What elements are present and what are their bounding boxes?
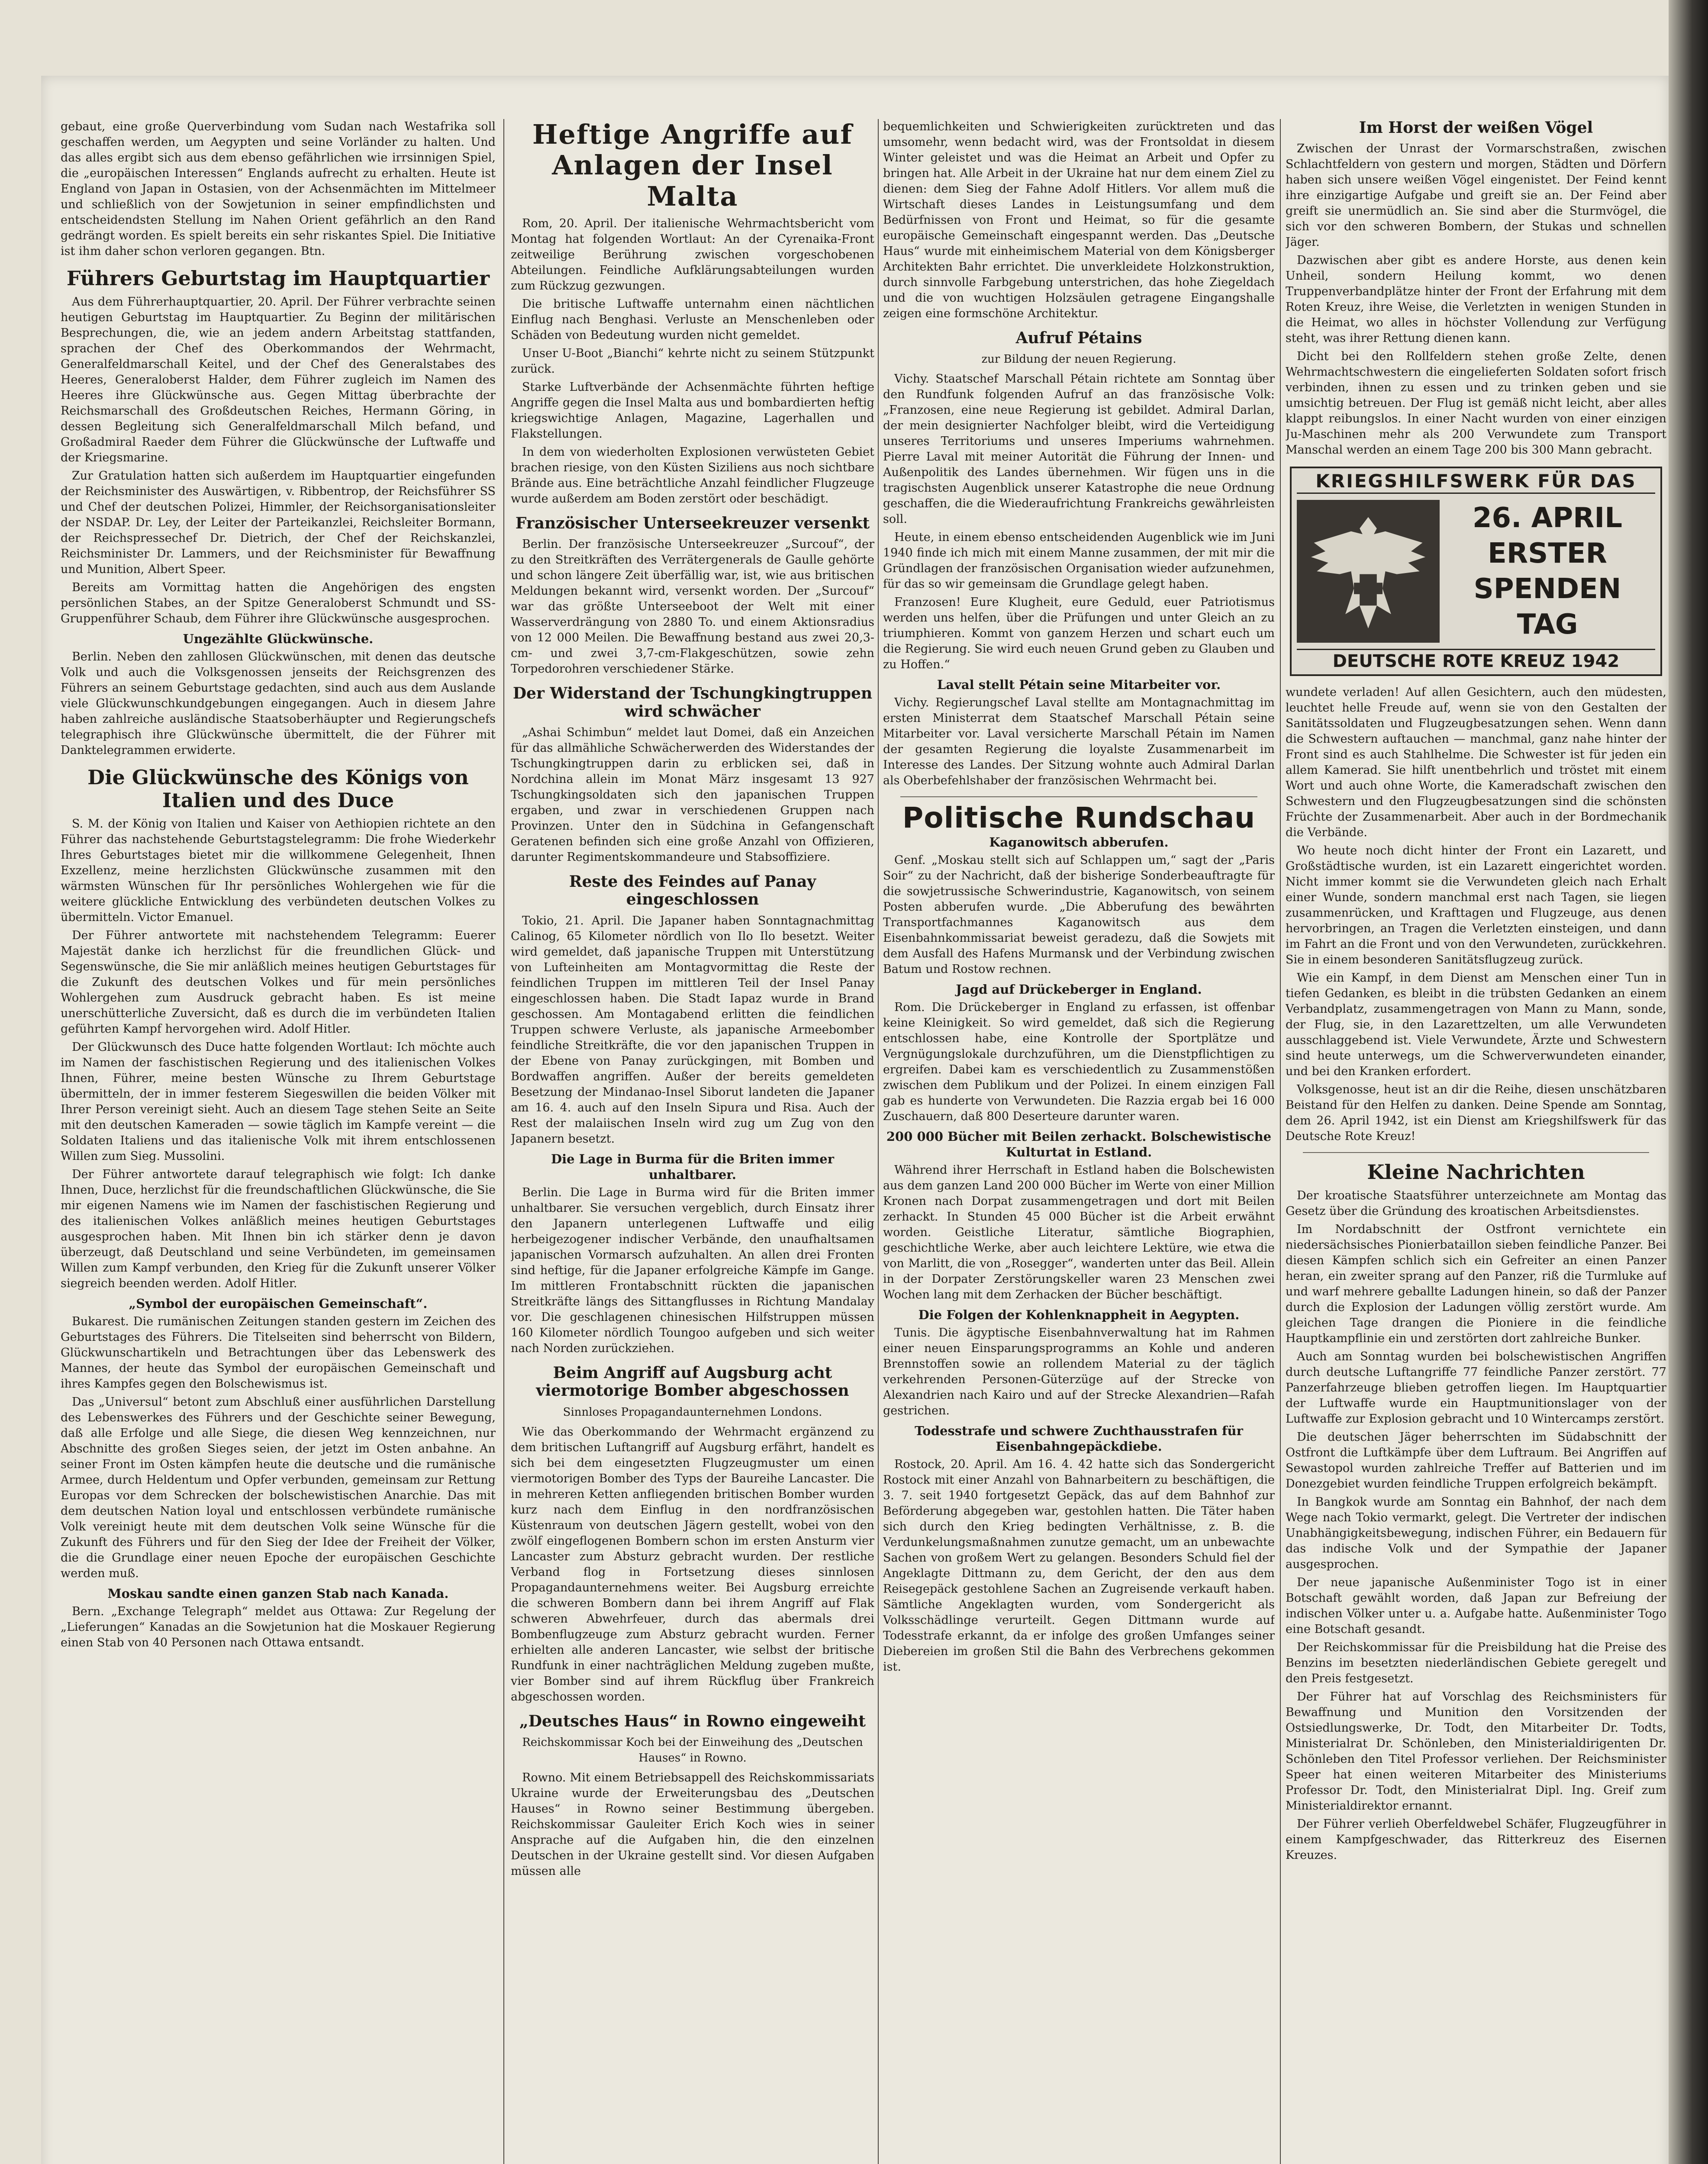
article-text: Starke Luftverbände der Achsenmächte führten heftige Angriffe gegen die Insel Malta aus und bombardierten heftig kriegswichtige Anlagen, Magazine, Lagerhallen und Flakstellungen. [511,380,874,441]
headline-augsburg: Beim Angriff auf Augsburg acht viermotorige Bomber abgeschossen [536,1363,849,1400]
article-text: Der Führer antwortete darauf telegraphisch wie folgt: Ich danke Ihnen, Duce, herzlichst für die freundschaftlichen Glückwünsche, die Sie mir eigenen Namens wie im Namen der faschistischen Regierung und des italienischen Volkes anläßlich meines heutigen Geburtstages ausgesprochen haben. Mit Ihnen bin ich stärker denn je davon überzeugt, daß Deutschland und seine Verbündeten, im gemeinsamen Willen zum Kampf verbunden, den Krieg für die Zukunft unserer Völker siegreich beenden werden. Adolf Hitler. [61,1167,496,1290]
section-title-politische-rundschau: Politische Rundschau [902,801,1256,835]
article-text: Tunis. Die ägyptische Eisenbahnverwaltung hat im Rahmen einer neuen Einsparungsprogramms an Kohle und anderen Brennstoffen sowie an rollendem Material zu der täglich verkehrenden Personen-Güterzüge auf der Strecke von Alexandrien nach Kairo und auf der Strecke Alexandrien—Rafah gestrichen. [883,1326,1275,1418]
article-text: Zwischen der Unrast der Vormarschstraßen, zwischen Schlachtfeldern von gestern und morgen, Städten und Dörfern haben sich unsere weißen Vögel eingenistet. Der Feind kennt ihre einzigartige Aufgabe und greift sie an. Der Feind aber greift sie unermüdlich an. Sie sind aber die Sturmvögel, die sich vor den schweren Bombern, der Stukas und schnellen Jäger. [1286,142,1666,249]
article-text: Dicht bei den Rollfeldern stehen große Zelte, denen Wehrmachtschwestern die eingelieferten Soldaten sofort frisch verbinden, ihnen zu essen und zu trinken geben und sie umsichtig betreuen. Der Flug ist gemäß nicht leicht, aber alles klappt reibungslos. In einer Nacht wurden von einer einzigen Ju-Maschinen mehr als 200 Verwundete zum Transport Manschal werden an einem Tage 200 bis 300 Mann gebracht. [1286,350,1666,457]
article-text: Das „Universul“ betont zum Abschluß einer ausführlichen Darstellung des Lebenswerkes des Führers und der Geschichte seiner Bewegung, daß alle Erfolge und alle Siege, die diesen Weg kennzeichnen, nur Abschnitte des großen Sieges seien, der jetzt im Osten anbahne. An seiner Front im Osten kämpfen heute die deutsche und die rumänische Armee, durch Heldentum und Opfer verbunden, gemeinsam zur Rettung Europas vor dem Schrecken der bolschewistischen Anarchie. Das mit dem deutschen Nation loyal und entschlossen verbündete rumänische Volk vereinigt heute mit dem deutschen Volk seine Wünsche für die Zukunft des Führers und für den Sieg der Idee der Freiheit der Völker, die die Grundlage einer neuen Epoche der europäischen Geschichte werden muß. [61,1395,496,1580]
subheadline: Die Folgen der Kohlenknappheit in Aegypten. [918,1307,1240,1323]
article-text: Vichy. Staatschef Marschall Pétain richtete am Sonntag über den Rundfunk folgenden Aufruf an das französische Volk: „Franzosen, eine neue Regierung ist gebildet. Admiral Darlan, der mein designierter Nachfolger bleibt, wird die Verteidigung unseres Territoriums und unseres Imperiums wahrnehmen. Pierre Laval mit meiner Autorität die Führung der Innen- und Außenpolitik des Landes übernehmen. Wir fügen uns in die tragischsten Augenblick unserer Katastrophe die neue Ordnung geschaffen, die die Wiederaufrichtung Frankreichs gewährleisten soll. [883,372,1275,526]
article-text: wundete verladen! Auf allen Gesichtern, auch den müdesten, leuchtet helle Freude auf, wenn sie von den Gestalten der Sanitätssoldaten und Flugzeugbesatzungen sehen. Wenn dann die Schwestern auftauchen — manchmal, ganz nahe hinter der Front sind es auch Stahlhelme. Die Schwester ist für jeden ein allem Kamerad. Sie hilft unentbehrlich und tröstet mit einem Wort und auch ohne Worte, die Kameradschaft zwischen den Schwestern und den Flugzeugbesatzungen sind die schönsten Früchte der Zusammenarbeit. Aber auch in der Bordmechanik die Verbände. [1286,686,1666,840]
headline-unterseekreuzer: Französischer Unterseekreuzer versenkt [515,514,870,532]
subheadline: Sinnloses Propagandaunternehmen Londons. [563,1405,822,1419]
article-text: Der Führer verlieh Oberfeldwebel Schäfer, Flugzeugführer in einem Kampfgeschwader, das Ritterkreuz des Eisernen Kreuzes. [1286,1817,1666,1862]
headline-horst: Im Horst der weißen Vögel [1359,119,1593,137]
article-text: Genf. „Moskau stellt sich auf Schlappen um,“ sagt der „Paris Soir“ zu der Nachricht, daß der bisherige Sonderbeauftragte für die sowjetrussische Schwerindustrie, Kaganowitsch, von seinem Posten abberufen wurde. „Die Abberufung des bewährten Transportfachmannes Kaganowitsch aus dem Eisenbahnkommissariat beweist geradezu, daß die Sowjets mit dem Ausfall des Hafens Murmansk und der Verbindung zwischen Batum und Rostow rechnen. [883,853,1275,976]
headline-petain: Aufruf Pétains [1015,329,1142,347]
article-text: Berlin. Der französische Unterseekreuzer „Surcouf“, der zu den Streitkräften des Verrätergenerals de Gaulle gehörte und schon längere Zeit überfällig war, ist, wie aus britischen Meldungen bekannt wird, versenkt worden. Der „Surcouf“ war das größte Unterseeboot der Welt mit einer Wasserverdrängung von 2880 To. und einem Aktionsradius von 12 000 Meilen. Die Bewaffnung bestand aus zwei 20,3-cm- und zwei 3,7-cm-Flakgeschützen, sowie zehn Torpedorohren verschiedener Stärke. [511,538,874,676]
subheadline: Kaganowitsch abberufen. [989,835,1169,850]
article-text: Rom, 20. April. Der italienische Wehrmachtsbericht vom Montag hat folgenden Wortlaut: An der Cyrenaika-Front zeitweilige Berührung zwischen vorgeschobenen Abteilungen. Feindliche Aufklärungsabteilungen wurden zum Rückzug gezwungen. [511,216,874,293]
article-text: Die britische Luftwaffe unternahm einen nächtlichen Einflug nach Benghasi. Verluste an Menschenleben oder Schäden von Bedeutung wurden nicht gemeldet. [511,297,874,342]
article-text: Volksgenosse, heut ist an dir die Reihe, diesen unschätzbaren Beistand für den Helfen zu danken. Deine Spende am Sonntag, dem 26. April 1942, ist ein Dienst am Kriegshilfswerk für das Deutsche Rote Kreuz! [1286,1083,1666,1143]
ad-headline: KRIEGSHILFSWERK FÜR DAS [1297,473,1655,494]
subheadline: Moskau sandte einen ganzen Stab nach Kanada. [107,1586,449,1601]
article-text: Der Reichskommissar für die Preisbildung hat die Preise des Benzins im besetzten niederländischen Gebiete geregelt und den Preis festgesetzt. [1286,1641,1666,1686]
subheadline: Jagd auf Drückeberger in England. [956,982,1202,997]
article-text: Der kroatische Staatsführer unterzeichnete am Montag das Gesetz über die Gründung des kroatischen Arbeitsdienstes. [1286,1189,1666,1218]
headline-fuehrer-geburtstag: Führers Geburtstag im Hauptquartier [66,267,490,290]
scan-edge-shadow [1669,0,1708,2164]
subheadline: 200 000 Bücher mit Beilen zerhackt. Bolschewistische Kulturtat in Estland. [886,1129,1272,1160]
article-text: Wo heute noch dicht hinter der Front ein Lazarett, und Großstädtische wurden, ist ein Lazarett eingerichtet worden. Nicht immer kommt sie die Verwundeten gleich nach Erhalt einer Wunde, sondern manchmal erst nach Tagen, sie liegen zusammenrücken, und Krafttagen und Flugzeuge, aus denen hervorbringen, an Tragen die Verletzten einsteigen, und dann im Fahrt an die Front und von den Verwundeten, zurückkehren. Sie in einem besonderen Sanitätsflugzeug zurück. [1286,844,1666,967]
article-text: Wie das Oberkommando der Wehrmacht ergänzend zu dem britischen Luftangriff auf Augsburg erfährt, handelt es sich bei dem eingesetzten Flugzeugmuster um einen viermotorigen Bomber des Typs der Baureihe Lancaster. Die in mehreren Ketten anfliegenden britischen Bomber wurden kurz nach dem Einflug in den nordfranzösischen Küstenraum von deutschen Jägern gestellt, wobei von den zwölf eingeflogenen Bombern schon im ersten Ansturm vier Lancaster zum Absturz gebracht wurden. Der restliche Verband flog in Fortsetzung dieses sinnlosen Propagandaunternehmens weiter. Bei Augsburg erreichte die schweren Bombern dann bei ihrem Angriff auf Flak schweren Abwehrfeuer, durch das abermals drei Bombenflugzeuge zum Absturz gebracht wurden. Ferner erhielten alle anderen Lancaster, wie selbst der britische Rundfunk in einer nachträglichen Meldung zugeben mußte, vier Bomber sind auf ihrem Rückflug über Frankreich abgeschossen worden. [511,1425,874,1704]
ad-line: TAG [1517,609,1578,641]
article-text: bequemlichkeiten und Schwierigkeiten zurücktreten und das umsomehr, wenn bedacht wird, was der Frontsoldat in diesem Winter geleistet und was die Heimat an Arbeit und Opfer zu bringen hat. Alle Arbeit in der Ukraine hat nur dem einem Ziel zu dienen: dem Sieg der Fahne Adolf Hitlers. Vor allem muß die Wirtschaft dieses Landes in Leistungsumfang und dem Bedürfnissen von Front und Heimat, so für die gesamte europäische Gemeinschaft eingespannt werden. Das „Deutsche Haus“ wurde mit einheimischem Material von dem Königsberger Architekten Bahr errichtet. Die unverkleidete Holzkonstruktion, durch sinnvolle Farbgebung unterstrichen, das hohe Ziegeldach und die von wuchtigen Holzsäulen getragene Eingangshalle zeigen eine formschöne Architektur. [883,120,1275,320]
advertisement-kriegshilfswerk [1290,467,1662,676]
ad-date: 26. APRIL [1473,502,1622,535]
headline-kleine-nachrichten: Kleine Nachrichten [1367,1160,1585,1184]
subheadline: „Symbol der europäischen Gemeinschaft“. [129,1296,428,1311]
subheadline: Todesstrafe und schwere Zuchthausstrafen für Eisenbahngepäckdiebe. [915,1423,1243,1454]
column-4 [1286,119,1666,2164]
article-text: Wie ein Kampf, in dem Dienst am Menschen einer Tun in tiefen Gedanken, es bleibt in die trübsten Gedanken an einem Verbandplatz, zusammengetragen von Mann zu Mann, sonde, der Flug, sie, in den Lazarettzelten, um alle Verwundeten ausschlaggebend ist. Viele Verwundete, Ärzte und Schwestern sind heute unterwegs, um die Schwerverwundeten einander, und bei den Kranken erfordert. [1286,971,1666,1079]
article-text: Die deutschen Jäger beherrschten im Südabschnitt der Ostfront die Luftkämpfe über dem Luftraum. Bei Angriffen auf Sewastopol wurden zahlreiche Treffer auf Batterien und im Donezgebiet wurden feindliche Truppen erfolgreich bekämpft. [1286,1430,1666,1491]
article-text: Tokio, 21. April. Die Japaner haben Sonntagnachmittag Calinog, 65 Kilometer nördlich von Ilo Ilo besetzt. Weiter wird gemeldet, daß japanische Truppen mit Unterstützung von Lufteinheiten am Montagvormittag die Reste der feindlichen Truppen im mittleren Teil der Insel Panay eingeschlossen haben. Die Stadt Iapaz wurde in Brand geschossen. Am Montagabend erlitten die feindlichen Truppen schwere Verluste, als japanische Armeebomber feindliche Streitkräfte, die vor den japanischen Truppen in der Ebene von Panay zurückgingen, mit Bomben und Bordwaffen angriffen. Außer der bereits gemeldeten Besetzung der Mindanao-Insel Siborut landeten die Japaner am 16. 4. auch auf den Inseln Sipura und Risa. Auch der Rest der malaiischen Inseln wird zug um Zug von den Japanern besetzt. [511,914,874,1146]
article-text: Berlin. Die Lage in Burma wird für die Briten immer unhaltbarer. Sie versuchen vergeblich, durch Einsatz ihrer den Japanern unterlegenen Luftwaffe und eilig herbeigezogener indischer Verbände, den unaufhaltsamen japanischen Vormarsch aufzuhalten. An allen drei Fronten sind heftige, für die Japaner erfolgreiche Kämpfe im Gange. Im mittleren Frontabschnitt rückten die japanischen Streitkräfte längs des Sittangflusses in Richtung Mandalay vor. Die geschlagenen chinesischen Hilfstruppen müssen 160 Kilometer nördlich Toungoo aufgeben und sich weiter nach Norden zurückziehen. [511,1185,874,1355]
column-rule [878,119,879,2164]
column-rule [503,119,504,2164]
article-text: Der Führer antwortete mit nachstehendem Telegramm: Euerer Majestät danke ich herzlichst für die freundlichen Glück- und Segenswünsche, die Sie mir anläßlich meines heutigen Geburtstages für die Zukunft des deutschen Volkes und für mein persönliches Wohlergehen zum Ausdruck gebracht haben. Es ist meine unerschütterliche Zuversicht, daß es durch die im verbündeten Italien geführten Kampf hervorgehen wird. Adolf Hitler. [61,928,496,1036]
article-text: S. M. der König von Italien und Kaiser von Aethiopien richtete an den Führer das nachstehende Geburtstagstelegramm: Die frohe Wiederkehr Ihres Geburtstages bietet mir die willkommene Gelegenheit, Ihnen Exzellenz, meine herzlichsten Glückwünsche zusammen mit den wärmsten Wünschen für Ihr persönliches Wohlergehen wie für die weitere glückliche Entwicklung des verbündeten deutschen Volkes zu übermitteln. Victor Emanuel. [61,817,496,924]
article-text: Vichy. Regierungschef Laval stellte am Montagnachmittag im ersten Ministerrat dem Staatschef Marschall Pétain seine Mitarbeiter vor. Laval versicherte Marschall Pétain im Namen der gesamten Regierung die loyalste Zusammenarbeit im Interesse des Landes. Der Sitzung wohnte auch Admiral Darlan als Oberbefehlshaber der französischen Wehrmacht bei. [883,696,1275,788]
article-text: Unser U-Boot „Bianchi“ kehrte nicht zu seinem Stützpunkt zurück. [511,346,874,376]
ad-line: SPENDEN [1473,573,1621,605]
article-text: Franzosen! Eure Klugheit, eure Geduld, euer Patriotismus werden uns helfen, über die Prüfungen und unter Gleich an zu triumphieren. Kommt von ganzem Herzen und schart euch um die Regierung. Sie wird euch neuen Grund geben zu Glauben und zu Hoffen.“ [883,596,1275,672]
ad-line: ERSTER [1488,538,1607,570]
article-text: Aus dem Führerhauptquartier, 20. April. Der Führer verbrachte seinen heutigen Geburtstag im Hauptquartier. Zu Beginn der militärischen Besprechungen, die, wie an jedem andern Arbeitstag stattfanden, sprachen der Chef des Oberkommandos der Wehrmacht, Generalfeldmarschall Keitel, und der Chef des Generalstabes des Heeres, Generaloberst Halder, dem Führer zugleich im Namen des Heeres ihre Glückwünsche aus. Gegen Mittag überbrachte der Reichsmarschall des Großdeutschen Reiches, Hermann Göring, in dessen Begleitung sich Generalfeldmarschall Milch befand, und Großadmiral Raeder dem Führer die Glückwünsche der Luftwaffe und der Kriegsmarine. [61,295,496,464]
headline-malta: Heftige Angriffe auf Anlagen der Insel Malta [532,119,853,212]
article-text: Rom. Die Drückeberger in England zu erfassen, ist offenbar keine Kleinigkeit. So wird gemeldet, daß sich die Regierung entschlossen habe, eine Kontrolle der Sportplätze und Vergnügungslokale durchzuführen, um die Dienstpflichtigen zu ergreifen. Dabei kam es verschiedentlich zu Zusammenstößen zwischen dem Publikum und der Polizei. In einem einzigen Fall gab es hunderte von Verwundeten. Die Razzia ergab bei 16 000 Zuschauern, daß 800 Deserteure darunter waren. [883,1001,1275,1124]
article-text: Zur Gratulation hatten sich außerdem im Hauptquartier eingefunden der Reichsminister des Auswärtigen, v. Ribbentrop, der Reichsführer SS und Chef der deutschen Polizei, Himmler, der Reichsorganisationsleiter der NSDAP. Dr. Ley, der Leiter der Parteikanzlei, Reichsleiter Bormann, der Reichspressechef Dr. Dietrich, der Chef der Reichskanzlei, Reichsminister Dr. Lammers, und der Reichsminister für Bewaffnung und Munition, Albert Speer. [61,469,496,576]
eagle-icon [1297,500,1440,643]
newspaper-page [41,76,1669,2164]
article-text: „Ashai Schimbun“ meldet laut Domei, daß ein Anzeichen für das allmähliche Schwächerwerden des Widerstandes der Tschungkingtruppen darin zu erblicken sei, daß in Nordchina allein im Monat März insgesamt 13 927 Tschungkingsoldaten sich den japanischen Truppen ergaben, und zwar in verschiedenen Gruppen nach Provinzen. Unter den in Südchina in Gefangenschaft Geratenen befinden sich eine große Anzahl von Offizieren, darunter Regimentskommandeure und Stabsoffiziere. [511,726,874,864]
article-text: Heute, in einem ebenso entscheidenden Augenblick wie im Juni 1940 finde ich mich mit einem Manne zusammen, der mit mir die Gründlagen der französischen Organisation wieder aufzunehmen, für das so wir gemeinsam die Grundlage gelegt haben. [883,531,1275,591]
article-text: Der neue japanische Außenminister Togo ist in einer Botschaft gewählt worden, daß Japan zur Befreiung der indischen Völker unter u. a. Aufgabe hatte. Außenminister Togo eine Botschaft gesandt. [1286,1576,1666,1636]
article-text: gebaut, eine große Querverbindung vom Sudan nach Westafrika soll geschaffen werden, um Aegypten und seine Vorländer zu halten. Und das alles ergibt sich aus dem ebenso gefährlichen wie irrsinnigen Spiel, die „europäischen Interessen“ Englands aufrecht zu erhalten. Heute ist England von Japan in Ostasien, von der Achsenmächten im Mittelmeer und schließlich von der Sowjetunion in seiner empfindlichsten und entscheidendsten Stellung im Nahen Orient gefährlich an den Rand gedrängt worden. Es spielt bereits ein sehr riskantes Spiel. Die Initiative ist ihm daher schon verloren gegangen. Btn. [61,120,496,258]
subheadline: Die Lage in Burma für die Briten immer unhaltbarer. [551,1151,835,1182]
article-text: Der Führer hat auf Vorschlag des Reichsministers für Bewaffnung und Munition den Vorsitzenden der Ostsiedlungswerke, Dr. Todt, den Mitarbeiter Dr. Todts, Ministerialrat Dr. Schönleben, den Ministerialdirigenten Dr. Schönleben den Titel Professor verliehen. Der Reichsminister Speer hat einen weiteren Mitarbeiter des Ministeriums Professor Dr. Todt, den Ministerialrat Dipl. Ing. Greif zum Ministerialdirektor ernannt. [1286,1690,1666,1813]
article-text: Rostock, 20. April. Am 16. 4. 42 hatte sich das Sondergericht Rostock mit einer Anzahl von Bahnarbeitern zu beschäftigen, die 3. 7. seit 1940 fortgesetzt Gepäck, das auf dem Bahnhof zur Beförderung abgegeben war, gestohlen hatten. Die Täter haben sich durch den Krieg bedingten Verhältnisse, z. B. die Verdunkelungsmaßnahmen zunutze gemacht, um an unbewachte Sachen von großem Wert zu gelangen. Besonders Schuld fiel der Angeklagte Dittmann zu, dem Gericht, der den aus dem Reisegepäck gestohlene Sachen an Zugreisende verkauft haben. Sämtliche Angeklagten wurden, vom Sondergericht als Volksschädlinge verurteilt. Gegen Dittmann wurde auf Todesstrafe erkannt, da er infolge des großen Umfanges seiner Diebereien im großen Stil die Bahn des Verbrechens gekommen ist. [883,1458,1275,1674]
article-text: Bern. „Exchange Telegraph“ meldet aus Ottawa: Zur Regelung der „Lieferungen“ Kanadas an die Sowjetunion hat die Moskauer Regierung einen Stab von 40 Personen nach Ottawa entsandt. [61,1604,496,1649]
subheadline: zur Bildung der neuen Regierung. [981,353,1176,366]
headline-panay: Reste des Feindes auf Panay eingeschlossen [569,873,816,909]
column-2 [511,119,874,2164]
subheadline: Laval stellt Pétain seine Mitarbeiter vor. [937,677,1221,692]
headline-rowno: „Deutsches Haus“ in Rowno eingeweiht [519,1712,866,1730]
subheadline: Ungezählte Glückwünsche. [183,631,374,646]
subheadline: Reichskommissar Koch bei der Einweihung des „Deutschen Hauses“ in Rowno. [522,1736,863,1765]
divider [1303,1152,1649,1153]
article-text: In dem von wiederholten Explosionen verwüsteten Gebiet brachen riesige, von den Küsten Siziliens aus noch sichtbare Brände aus. Eine beträchtliche Anzahl feindlicher Flugzeuge wurde außerdem am Boden zerstört oder beschädigt. [511,445,874,506]
article-text: Auch am Sonntag wurden bei bolschewistischen Angriffen durch deutsche Luftangriffe 77 feindliche Panzer zerstört. 77 Panzerfahrzeuge blieben getroffen liegen. Im Hauptquartier der Luftwaffe wurde ein Hauptmunitionslager von der Luftwaffe zur Explosion gebracht und 10 Wintercamps zerstört. [1286,1350,1666,1426]
column-1 [61,119,496,2164]
article-text: Berlin. Neben den zahllosen Glückwünschen, mit denen das deutsche Volk und auch die Volksgenossen jenseits der Reichsgrenzen des Führers an seinem Geburtstage gedachten, sind auch aus dem Auslande viele Glückwunschkundgebungen eingegangen. Auch in diesem Jahre haben zahlreiche ausländische Staatsoberhäupter und Regierungschefs telegraphisch ihre Glückwünsche übermittelt, die der Führer mit Danktelegrammen erwiderte. [61,650,496,757]
divider [900,796,1257,797]
article-text: In Bangkok wurde am Sonntag ein Bahnhof, der nach dem Wege nach Tokio vermarkt, gelegt. Die Vertreter der indischen Unabhängigkeitsbewegung, indischen Führer, ein Bedauern für das indische Volk und der Sympathie der Japaner ausgesprochen. [1286,1495,1666,1571]
headline-tschungking: Der Widerstand der Tschungkingtruppen wird schwächer [512,684,873,721]
article-text: Dazwischen aber gibt es andere Horste, aus denen kein Unheil, sondern Heilung kommt, wo denen Truppenverbandplätze hinter der Front der Erfahrung mit dem Roten Kreuz, ihre Weise, die Verletzten in wenigen Stunden in die Heimat, wo alles in höchster Vollendung zur Verfügung steht, was ihrer Rettung dienen kann. [1286,254,1666,345]
article-text: Bereits am Vormittag hatten die Angehörigen des engsten persönlichen Stabes, an der Spitze Generaloberst Schmundt und SS-Gruppenführer Schaub, dem Führer ihre Glückwünsche ausgesprochen. [61,580,496,625]
article-text: Rowno. Mit einem Betriebsappell des Reichskommissariats Ukraine wurde der Erweiterungsbau des „Deutschen Hauses“ in Rowno seiner Bestimmung übergeben. Reichskommissar Gauleiter Erich Koch wies in seiner Ansprache auf die Aufgaben hin, die den einzelnen Deutschen in der Ukraine gestellt sind. Vor diesen Aufgaben müssen alle [511,1771,874,1878]
article-text: Im Nordabschnitt der Ostfront vernichtete ein niedersächsisches Pionierbataillon sieben feindliche Panzer. Bei diesen Kämpfen schlich sich ein Gefreiter an einen Panzer heran, ein zweiter sprang auf den Panzer, riß die Turmluke auf und warf mehrere geballte Ladungen hinein, so daß der Panzer durch die Explosion der Ladungen völlig zerstört wurde. Am gleichen Tage drangen die Pioniere in die feindliche Hauptkampflinie ein und zerstörten dort zahlreiche Bunker. [1286,1223,1666,1346]
column-rule [1280,119,1281,2164]
article-text: Der Glückwunsch des Duce hatte folgenden Wortlaut: Ich möchte auch im Namen der faschistischen Regierung und des italienischen Volkes Ihnen, Führer, meine besten Wünsche zu Ihrem Geburtstage übermitteln, der in immer festerem Siegeswillen die beiden Völker mit Ihrer Person vereinigt sieht. Auch an diesem Tage stehen Seite an Seite mit den deutschen Kameraden — sowie täglich im Kampfe vereint — die Soldaten Italiens und das italienische Volk mit ihrem entschlossenen Willen zum Sieg. Mussolini. [61,1040,496,1163]
headline-koenig-duce: Die Glückwünsche des Königs von Italien und des Duce [87,765,469,812]
ad-footer: DEUTSCHE ROTE KREUZ 1942 [1297,649,1655,669]
article-text: Bukarest. Die rumänischen Zeitungen standen gestern im Zeichen des Geburtstages des Führers. Die Titelseiten sind beherrscht von Bildern, Glückwunschartikeln und Betrachtungen über das Lebenswerk des Mannes, der heute das Symbol der europäischen Gemeinschaft und ihres Kampfes gegen den Bolschewismus ist. [61,1314,496,1391]
article-text: Während ihrer Herrschaft in Estland haben die Bolschewisten aus dem ganzen Land 200 000 Bücher im Werte von einer Million Kronen nach Dorpat zusammengetragen und dort mit Beilen zerhackt. In Stunden 45 000 Bücher ist die Arbeit erwähnt worden. Geistliche Literatur, sämtliche Biographien, geschichtliche Werke, aber auch leichtere Lektüre, wie etwa die von Marlitt, die von „Rosegger“, wanderten unter das Beil. Allein in der Dorpater Zerstörungskeller waren 23 Menschen zwei Wochen lang mit dem Zerhacken der Bücher beschäftigt. [883,1163,1275,1302]
column-3 [883,119,1275,2164]
